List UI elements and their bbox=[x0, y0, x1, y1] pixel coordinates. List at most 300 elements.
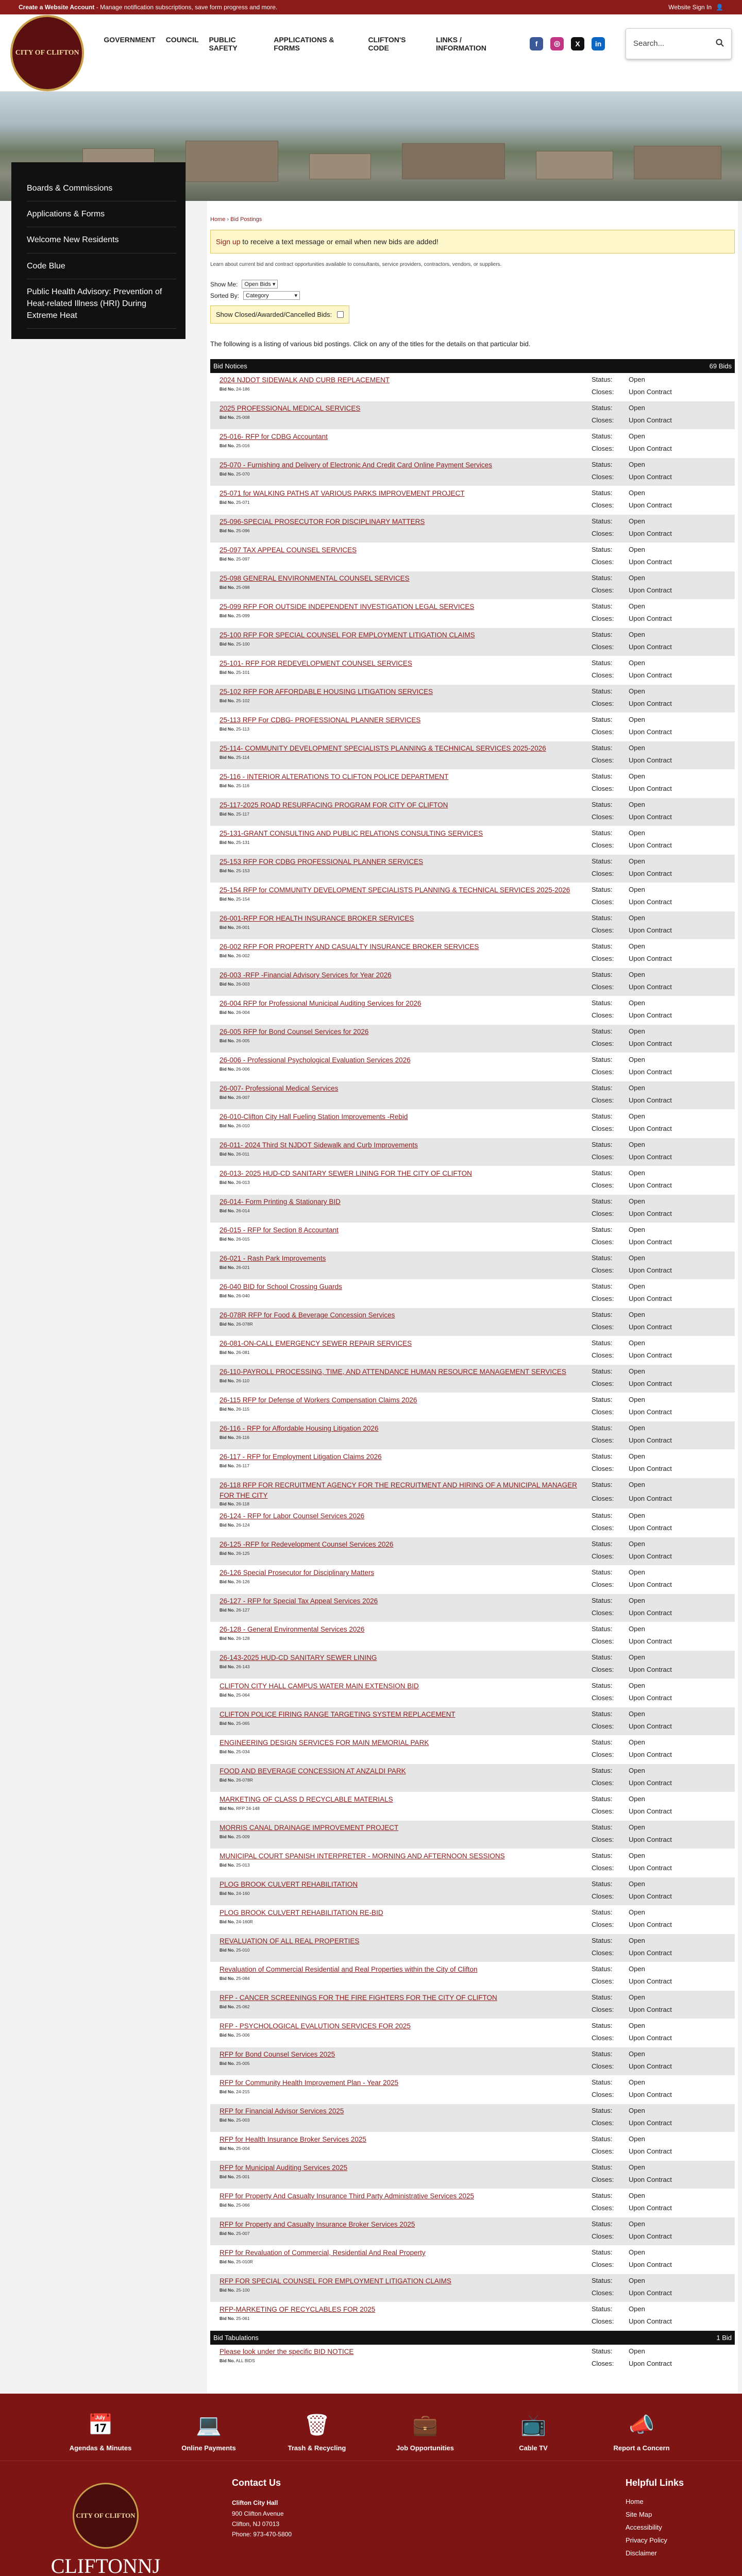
bid-title-link[interactable]: PLOG BROOK CULVERT REHABILITATION bbox=[220, 1880, 358, 1889]
bid-row bbox=[210, 1566, 735, 1594]
nav-item-public-safety[interactable]: PUBLIC SAFETY bbox=[209, 35, 238, 52]
bid-title-link[interactable]: 26-005 RFP for Bond Counsel Services for 2026 bbox=[220, 1028, 369, 1036]
signup-link[interactable]: Sign up bbox=[216, 238, 241, 246]
quick-link-trash-recycling[interactable] bbox=[263, 2413, 371, 2461]
closes-label: Closes: bbox=[592, 983, 614, 991]
footer-link-privacy-policy[interactable]: Privacy Policy bbox=[626, 2536, 667, 2545]
bid-title-link[interactable]: 25-071 for WALKING PATHS AT VARIOUS PARKS IMPROVEMENT PROJECT bbox=[220, 489, 465, 497]
bid-status bbox=[592, 743, 701, 767]
nav-item-links-information[interactable]: LINKS / INFORMATION bbox=[436, 35, 486, 52]
bid-number bbox=[220, 1579, 592, 1584]
show-closed-checkbox[interactable] bbox=[337, 311, 344, 318]
bid-title-link[interactable]: 26-081-ON-CALL EMERGENCY SEWER REPAIR SERVICES bbox=[220, 1340, 412, 1347]
bid-number-label: Bid No. bbox=[220, 1635, 235, 1641]
bid-row bbox=[210, 2345, 735, 2373]
bid-title-link[interactable]: 26-127 - RFP for Special Tax Appeal Services 2026 bbox=[220, 1597, 378, 1605]
bid-row bbox=[210, 911, 735, 940]
quick-link-cable-tv[interactable] bbox=[479, 2413, 587, 2461]
sidebar-item-welcome-new-residents[interactable]: Welcome New Residents bbox=[27, 227, 176, 253]
bid-number bbox=[220, 528, 592, 533]
bid-status bbox=[592, 1197, 701, 1221]
search-box[interactable] bbox=[626, 28, 732, 59]
bid-title-link[interactable]: MARKETING OF CLASS D RECYCLABLE MATERIALS bbox=[220, 1795, 393, 1804]
bid-title-link[interactable]: 26-014- Form Printing & Stationary BID bbox=[220, 1198, 341, 1206]
closes-label: Closes: bbox=[592, 1181, 614, 1189]
top-bar bbox=[0, 0, 742, 14]
bid-row bbox=[210, 770, 735, 798]
quick-link-label: Job Opportunities bbox=[396, 2444, 454, 2452]
nav-item-government[interactable]: GOVERNMENT bbox=[104, 35, 156, 44]
bid-number bbox=[220, 415, 592, 420]
quick-link-job-opportunities[interactable] bbox=[371, 2413, 479, 2461]
closes-value: Upon Contract bbox=[629, 1666, 672, 1674]
sorted-by-label: Sorted By: bbox=[210, 292, 240, 299]
bid-title-link[interactable]: 25-116 - INTERIOR ALTERATIONS TO CLIFTON POLICE DEPARTMENT bbox=[220, 773, 449, 781]
bid-number-value: 26-011 bbox=[236, 1151, 249, 1157]
bid-status bbox=[592, 1225, 701, 1249]
bid-info bbox=[213, 1395, 592, 1419]
bid-title-link[interactable]: 26-011- 2024 Third St NJDOT Sidewalk and Curb Improvements bbox=[220, 1141, 418, 1149]
bid-title-link[interactable]: 26-115 RFP for Defense of Workers Compensation Claims 2026 bbox=[220, 1396, 417, 1404]
contact-us bbox=[201, 2478, 626, 2576]
bid-title-link[interactable]: FOOD AND BEVERAGE CONCESSION AT ANZALDI PARK bbox=[220, 1767, 406, 1775]
bid-number-label: Bid No. bbox=[220, 1264, 235, 1270]
status-label: Status: bbox=[592, 1084, 613, 1092]
closes-value: Upon Contract bbox=[629, 841, 672, 849]
status-value: Open bbox=[629, 2078, 645, 2087]
bid-number-value: 26-118 bbox=[236, 1501, 249, 1507]
sidebar-item-public-health-advisory-prevent[interactable]: Public Health Advisory: Prevention of Heat-related Illness (HRI) During Extreme Heat bbox=[27, 279, 176, 329]
bid-info bbox=[213, 2106, 592, 2130]
bid-title-link[interactable]: 26-110-PAYROLL PROCESSING, TIME, AND ATTENDANCE HUMAN RESOURCE MANAGEMENT SERVICES bbox=[220, 1368, 566, 1376]
quick-link-label: Cable TV bbox=[519, 2444, 548, 2452]
bid-status bbox=[592, 1367, 701, 1391]
status-label: Status: bbox=[592, 2022, 613, 2030]
closes-label: Closes: bbox=[592, 388, 614, 396]
bid-title-link[interactable]: 25-154 RFP for COMMUNITY DEVELOPMENT SPECIALISTS PLANNING & TECHNICAL SERVICES 2025-2026 bbox=[220, 886, 570, 894]
bid-number-value: RFP 24-148 bbox=[236, 1805, 260, 1811]
sign-in-area[interactable] bbox=[668, 4, 723, 11]
closes-label: Closes: bbox=[592, 1637, 614, 1646]
footer-logo[interactable] bbox=[10, 2478, 201, 2576]
closes-label: Closes: bbox=[592, 1751, 614, 1759]
sorted-by-value: Category bbox=[246, 292, 269, 299]
closes-value: Upon Contract bbox=[629, 1581, 672, 1589]
bid-title-link[interactable]: 25-099 RFP FOR OUTSIDE INDEPENDENT INVESTIGATION LEGAL SERVICES bbox=[220, 603, 475, 611]
city-seal-logo[interactable] bbox=[10, 15, 84, 91]
bid-title-link[interactable]: 25-117-2025 ROAD RESURFACING PROGRAM FOR CITY OF CLIFTON bbox=[220, 801, 448, 809]
status-value: Open bbox=[629, 631, 645, 638]
bid-title-link[interactable]: RFP FOR SPECIAL COUNSEL FOR EMPLOYMENT LITIGATION CLAIMS bbox=[220, 2277, 451, 2285]
closes-value: Upon Contract bbox=[629, 2062, 672, 2071]
bid-status bbox=[592, 1794, 701, 1818]
closes-label: Closes: bbox=[592, 501, 614, 509]
bid-number-value: 24-215 bbox=[236, 2089, 250, 2094]
bid-status bbox=[592, 998, 701, 1022]
status-label: Status: bbox=[592, 971, 613, 978]
closes-label: Closes: bbox=[592, 586, 614, 594]
status-label: Status: bbox=[592, 1937, 613, 1945]
breadcrumb-current[interactable]: Bid Postings bbox=[230, 216, 262, 223]
bid-number-label: Bid No. bbox=[220, 1720, 235, 1726]
bid-title-link[interactable]: 26-021 - Rash Park Improvements bbox=[220, 1255, 326, 1262]
bid-number bbox=[220, 1038, 592, 1043]
search-input[interactable]: Search... bbox=[633, 39, 665, 48]
sidebar-item-applications-forms[interactable]: Applications & Forms bbox=[27, 201, 176, 227]
bid-number-label: Bid No. bbox=[220, 669, 235, 675]
bid-number-label: Bid No. bbox=[220, 2060, 235, 2066]
closes-value: Upon Contract bbox=[629, 2289, 672, 2297]
bid-number-label: Bid No. bbox=[220, 1208, 235, 1213]
logo-text: CITY OF CLIFTON bbox=[15, 48, 79, 57]
bid-title-link[interactable]: 25-097 TAX APPEAL COUNSEL SERVICES bbox=[220, 546, 357, 554]
bid-title-link[interactable]: 26-078R RFP for Food & Beverage Concession Services bbox=[220, 1311, 395, 1319]
bid-title-link[interactable]: RFP for Health Insurance Broker Services 2025 bbox=[220, 2136, 366, 2144]
bid-title-link[interactable]: 25-098 GENERAL ENVIRONMENTAL COUNSEL SERVICES bbox=[220, 574, 410, 582]
closes-label: Closes: bbox=[592, 898, 614, 906]
quick-link-label: Agendas & Minutes bbox=[69, 2444, 132, 2452]
helpful-links bbox=[626, 2478, 684, 2576]
status-value: Open bbox=[629, 2347, 645, 2355]
bid-title-link[interactable]: 26-010-Clifton City Hall Fueling Station Improvements -Rebid bbox=[220, 1113, 408, 1121]
closes-label: Closes: bbox=[592, 2034, 614, 2042]
bid-title-link[interactable]: 25-101- RFP FOR REDEVELOPMENT COUNSEL SERVICES bbox=[220, 659, 412, 667]
bid-title-link[interactable]: 26-003 -RFP -Financial Advisory Services for Year 2026 bbox=[220, 971, 392, 979]
quick-link-agendas-minutes[interactable] bbox=[46, 2413, 155, 2461]
closes-value: Upon Contract bbox=[629, 1807, 672, 1816]
bid-number-value: 26-128 bbox=[236, 1635, 250, 1641]
closes-label: Closes: bbox=[592, 1949, 614, 1957]
bid-number-value: 26-143 bbox=[236, 1664, 250, 1669]
status-label: Status: bbox=[592, 942, 613, 950]
closes-value: Upon Contract bbox=[629, 1465, 672, 1472]
bid-number-label: Bid No. bbox=[220, 471, 235, 477]
bid-number-value: 25-009 bbox=[236, 1834, 250, 1839]
bid-info bbox=[213, 2191, 592, 2215]
bid-title-link[interactable]: 26-001-RFP FOR HEALTH INSURANCE BROKER SERVICES bbox=[220, 914, 414, 922]
bid-status bbox=[592, 1027, 701, 1050]
bid-title-link[interactable]: REVALUATION OF ALL REAL PROPERTIES bbox=[220, 1937, 360, 1945]
bid-number-label: Bid No. bbox=[220, 1094, 235, 1100]
bid-row bbox=[210, 1622, 735, 1651]
bid-number-value: 25-007 bbox=[236, 2230, 250, 2236]
closes-value: Upon Contract bbox=[629, 2261, 672, 2269]
bid-title-link[interactable]: RFP for Community Health Improvement Plan - Year 2025 bbox=[220, 2079, 399, 2087]
bid-number bbox=[220, 1463, 592, 1468]
bid-info bbox=[213, 772, 592, 795]
status-value: Open bbox=[629, 886, 645, 893]
bid-title-link[interactable]: ENGINEERING DESIGN SERVICES FOR MAIN MEMORIAL PARK bbox=[220, 1739, 429, 1747]
closes-value: Upon Contract bbox=[629, 2360, 672, 2368]
bid-number-label: Bid No. bbox=[220, 811, 235, 817]
bid-title-link[interactable]: MUNICIPAL COURT SPANISH INTERPRETER - MORNING AND AFTERNOON SESSIONS bbox=[220, 1852, 505, 1860]
bid-title-link[interactable]: MORRIS CANAL DRAINAGE IMPROVEMENT PROJECT bbox=[220, 1824, 399, 1832]
nav-item-clifton-s-code[interactable]: CLIFTON'S CODE bbox=[368, 35, 406, 52]
status-label: Status: bbox=[592, 1197, 613, 1205]
bid-title-link[interactable]: RFP for Financial Advisor Services 2025 bbox=[220, 2107, 344, 2115]
create-account-description: - Manage notification subscriptions, save form progress and more. bbox=[94, 4, 278, 11]
bid-title-link[interactable]: Please look under the specific BID NOTICE bbox=[220, 2348, 354, 2356]
status-value: Open bbox=[629, 1169, 645, 1177]
bid-title-link[interactable]: 26-013- 2025 HUD-CD SANITARY SEWER LINING FOR THE CITY OF CLIFTON bbox=[220, 1170, 472, 1177]
closes-label: Closes: bbox=[592, 1040, 614, 1047]
bid-title-link[interactable]: 25-016- RFP for CDBG Accountant bbox=[220, 433, 328, 440]
bid-title-link[interactable]: RFP for Property And Casualty Insurance Third Party Administrative Services 2025 bbox=[220, 2192, 474, 2200]
bid-number-value: 26-015 bbox=[236, 1236, 250, 1242]
bid-title-link[interactable]: 26-124 - RFP for Labor Counsel Services 2026 bbox=[220, 1512, 365, 1520]
bid-title-link[interactable]: RFP - PSYCHOLOGICAL EVALUTION SERVICES FOR 2025 bbox=[220, 2022, 411, 2030]
bid-number bbox=[220, 1066, 592, 1072]
status-value: Open bbox=[629, 971, 645, 978]
bid-title-link[interactable]: RFP-MARKETING OF RECYCLABLES FOR 2025 bbox=[220, 2306, 376, 2314]
bid-title-link[interactable]: RFP for Bond Counsel Services 2025 bbox=[220, 2050, 335, 2059]
status-label: Status: bbox=[592, 1367, 613, 1375]
bid-title-link[interactable]: 26-006 - Professional Psychological Evaluation Services 2026 bbox=[220, 1056, 411, 1064]
bid-number bbox=[220, 1293, 592, 1298]
bid-number-label: Bid No. bbox=[220, 641, 235, 647]
bid-row bbox=[210, 2047, 735, 2076]
bid-number-value: 25-117 bbox=[236, 811, 249, 817]
bid-title-link[interactable]: 26-126 Special Prosecutor for Disciplinary Matters bbox=[220, 1569, 375, 1577]
closes-label: Closes: bbox=[592, 445, 614, 452]
bid-title-link[interactable]: CLIFTON CITY HALL CAMPUS WATER MAIN EXTENSION BID bbox=[220, 1682, 419, 1690]
show-me-select[interactable] bbox=[242, 280, 278, 289]
bid-title-link[interactable]: 26-004 RFP for Professional Municipal Auditing Services for 2026 bbox=[220, 999, 421, 1007]
bid-number-value: 25-154 bbox=[236, 896, 250, 902]
bid-status bbox=[592, 1112, 701, 1136]
bid-number-label: Bid No. bbox=[220, 1919, 235, 1924]
bid-title-link[interactable]: 26-002 RFP FOR PROPERTY AND CASUALTY INSURANCE BROKER SERVICES bbox=[220, 943, 479, 951]
bid-info bbox=[213, 1027, 592, 1050]
bid-number-value: 26-014 bbox=[236, 1208, 250, 1213]
sign-in-link[interactable]: Website Sign In bbox=[668, 4, 712, 11]
user-icon[interactable]: 👤 bbox=[716, 4, 723, 11]
bid-number bbox=[220, 783, 592, 788]
bid-status bbox=[592, 1253, 701, 1277]
closes-value: Upon Contract bbox=[629, 671, 672, 679]
bid-title-link[interactable]: RFP for Municipal Auditing Services 2025 bbox=[220, 2164, 348, 2172]
bid-number-label: Bid No. bbox=[220, 2089, 235, 2094]
footer-link-accessibility[interactable]: Accessibility bbox=[626, 2523, 662, 2532]
bid-number-value: 25-061 bbox=[236, 2315, 250, 2321]
bid-number-label: Bid No. bbox=[220, 1862, 235, 1868]
status-value: Open bbox=[629, 1568, 645, 1577]
bid-number-value: 26-007 bbox=[236, 1094, 250, 1100]
bid-title-link[interactable]: 25-114- COMMUNITY DEVELOPMENT SPECIALISTS PLANNING & TECHNICAL SERVICES 2025-2026 bbox=[220, 744, 546, 752]
bid-status bbox=[592, 1338, 701, 1362]
bid-number-value: 25-098 bbox=[236, 584, 250, 590]
closes-label: Closes: bbox=[592, 1694, 614, 1702]
footer-link-site-map[interactable]: Site Map bbox=[626, 2511, 652, 2519]
footer-link-disclaimer[interactable]: Disclaimer bbox=[626, 2549, 657, 2557]
x-icon[interactable]: X bbox=[571, 37, 584, 50]
bid-status bbox=[592, 1511, 701, 1535]
bid-title-link[interactable]: 25-113 RFP For CDBG- PROFESSIONAL PLANNER SERVICES bbox=[220, 716, 421, 724]
bid-title-link[interactable]: Revaluation of Commercial Residential and Real Properties within the City of Clifton bbox=[220, 1965, 478, 1974]
bid-title-link[interactable]: 25-070 - Furnishing and Delivery of Electronic And Credit Card Online Payment Services bbox=[220, 461, 492, 469]
footer-link-home[interactable]: Home bbox=[626, 2498, 644, 2506]
bid-title-link[interactable]: 2025 PROFESSIONAL MEDICAL SERVICES bbox=[220, 404, 361, 412]
bid-title-link[interactable]: 26-128 - General Environmental Services 2026 bbox=[220, 1625, 365, 1634]
facebook-icon[interactable]: f bbox=[530, 37, 543, 50]
bid-number bbox=[220, 585, 592, 590]
bid-info bbox=[213, 2219, 592, 2243]
site-header bbox=[0, 14, 742, 92]
quick-link-online-payments[interactable] bbox=[155, 2413, 263, 2461]
bid-number-label: Bid No. bbox=[220, 2004, 235, 2009]
bid-status bbox=[592, 1993, 701, 2016]
bid-number bbox=[220, 641, 592, 647]
create-account-link[interactable]: Create a Website Account bbox=[19, 4, 95, 11]
bid-info bbox=[213, 1653, 592, 1676]
closes-value: Upon Contract bbox=[629, 1153, 672, 1161]
closes-label: Closes: bbox=[592, 473, 614, 481]
bid-title-link[interactable]: RFP for Revaluation of Commercial, Residential And Real Property bbox=[220, 2249, 426, 2257]
bid-status bbox=[592, 602, 701, 625]
status-value: Open bbox=[629, 1367, 645, 1375]
bid-row bbox=[210, 1308, 735, 1336]
bid-status bbox=[592, 1964, 701, 1988]
bid-title-link[interactable]: 26-143-2025 HUD-CD SANITARY SEWER LINING bbox=[220, 1654, 377, 1662]
status-value: Open bbox=[629, 1141, 645, 1148]
bid-title-link[interactable]: 25-100 RFP FOR SPECIAL COUNSEL FOR EMPLOYMENT LITIGATION CLAIMS bbox=[220, 631, 475, 639]
search-icon[interactable] bbox=[716, 39, 724, 49]
status-label: Status: bbox=[592, 1540, 613, 1548]
bid-number-value: 25-102 bbox=[236, 698, 250, 703]
bid-number-value: 24-160 bbox=[236, 1890, 250, 1896]
closes-label: Closes: bbox=[592, 416, 614, 424]
closes-value: Upon Contract bbox=[629, 983, 672, 991]
closes-value: Upon Contract bbox=[629, 926, 672, 934]
bid-number-value: 26-078R bbox=[236, 1777, 253, 1783]
bid-title-link[interactable]: 26-118 RFP FOR RECRUITMENT AGENCY FOR THE RECRUITMENT AND HIRING OF A MUNICIPAL MANAGER FOR THE CITY bbox=[220, 1481, 577, 1499]
instagram-icon[interactable]: ◎ bbox=[550, 37, 564, 50]
bid-title-link[interactable]: 25-102 RFP FOR AFFORDABLE HOUSING LITIGATION SERVICES bbox=[220, 688, 433, 696]
bid-number bbox=[220, 698, 592, 703]
closes-value: Upon Contract bbox=[629, 416, 672, 424]
bid-status bbox=[592, 545, 701, 569]
show-closed-toggle[interactable] bbox=[210, 306, 349, 324]
closes-value: Upon Contract bbox=[629, 813, 672, 821]
bid-info bbox=[213, 488, 592, 512]
closes-value: Upon Contract bbox=[629, 1637, 672, 1646]
bid-title-link[interactable]: 26-015 - RFP for Section 8 Accountant bbox=[220, 1226, 339, 1234]
breadcrumb-separator: › bbox=[225, 216, 231, 223]
status-label: Status: bbox=[592, 1027, 613, 1035]
closes-label: Closes: bbox=[592, 955, 614, 962]
bid-number-value: 25-099 bbox=[236, 613, 250, 618]
bid-title-link[interactable]: 25-131-GRANT CONSULTING AND PUBLIC RELATIONS CONSULTING SERVICES bbox=[220, 829, 483, 837]
closes-label: Closes: bbox=[592, 1494, 614, 1502]
closes-value: Upon Contract bbox=[629, 1552, 672, 1561]
quick-link-report-a-concern[interactable] bbox=[587, 2413, 696, 2461]
closes-value: Upon Contract bbox=[629, 1040, 672, 1047]
status-value: Open bbox=[629, 942, 645, 950]
bid-info bbox=[213, 1055, 592, 1079]
bid-title-link[interactable]: RFP for Property and Casualty Insurance Broker Services 2025 bbox=[220, 2221, 415, 2229]
bid-number-label: Bid No. bbox=[220, 924, 235, 930]
closes-label: Closes: bbox=[592, 2204, 614, 2212]
bid-row bbox=[210, 1138, 735, 1166]
status-label: Status: bbox=[592, 1597, 613, 1605]
footer-seal bbox=[73, 2483, 139, 2549]
bid-title-link[interactable]: RFP - CANCER SCREENINGS FOR THE FIRE FIGHTERS FOR THE CITY OF CLIFTON bbox=[220, 1994, 497, 2002]
bid-number-label: Bid No. bbox=[220, 896, 235, 902]
closes-label: Closes: bbox=[592, 1380, 614, 1387]
status-value: Open bbox=[629, 489, 645, 497]
sorted-by-select[interactable] bbox=[243, 291, 300, 300]
main-navigation bbox=[104, 36, 510, 52]
closes-label: Closes: bbox=[592, 1465, 614, 1472]
closes-value: Upon Contract bbox=[629, 700, 672, 707]
bid-number-value: 25-006 bbox=[236, 2032, 250, 2038]
closes-label: Closes: bbox=[592, 1552, 614, 1561]
bid-title-link[interactable]: 25-096-SPECIAL PROSECUTOR FOR DISCIPLINARY MATTERS bbox=[220, 518, 425, 526]
nav-item-council[interactable]: COUNCIL bbox=[165, 35, 199, 44]
bid-number bbox=[220, 2316, 592, 2321]
bid-status bbox=[592, 1653, 701, 1676]
bid-row bbox=[210, 2189, 735, 2217]
bid-title-link[interactable]: PLOG BROOK CULVERT REHABILITATION RE-BID bbox=[220, 1909, 383, 1917]
bid-status bbox=[592, 2163, 701, 2187]
bid-number bbox=[220, 1806, 592, 1811]
status-label: Status: bbox=[592, 1112, 613, 1120]
status-value: Open bbox=[629, 829, 645, 837]
bid-status bbox=[592, 1395, 701, 1419]
bid-number-value: 25-034 bbox=[236, 1749, 250, 1754]
bid-title-link[interactable]: 26-040 BID for School Crossing Guards bbox=[220, 1283, 342, 1291]
monitor-icon: 📺 bbox=[520, 2414, 546, 2437]
bid-title-link[interactable]: 26-117 - RFP for Employment Litigation Claims 2026 bbox=[220, 1453, 382, 1461]
closes-value: Upon Contract bbox=[629, 1949, 672, 1957]
closes-value: Upon Contract bbox=[629, 586, 672, 594]
bid-status bbox=[592, 517, 701, 540]
breadcrumb-home[interactable]: Home bbox=[210, 216, 226, 223]
status-label: Status: bbox=[592, 1282, 613, 1290]
closes-label: Closes: bbox=[592, 1153, 614, 1161]
sidebar-item-boards-commissions[interactable]: Boards & Commissions bbox=[27, 176, 176, 201]
bid-title-link[interactable]: 25-153 RFP FOR CDBG PROFESSIONAL PLANNER SERVICES bbox=[220, 858, 424, 866]
status-label: Status: bbox=[592, 2192, 613, 2200]
status-value: Open bbox=[629, 1597, 645, 1605]
status-label: Status: bbox=[592, 744, 613, 752]
linkedin-icon[interactable]: in bbox=[592, 37, 605, 50]
bid-status bbox=[592, 573, 701, 597]
bid-title-link[interactable]: 26-007- Professional Medical Services bbox=[220, 1084, 339, 1092]
status-label: Status: bbox=[592, 376, 613, 383]
bid-number bbox=[220, 471, 592, 477]
bid-number-value: 26-117 bbox=[236, 1463, 249, 1468]
bid-title-link[interactable]: CLIFTON POLICE FIRING RANGE TARGETING SYSTEM REPLACEMENT bbox=[220, 1710, 456, 1719]
bid-info bbox=[213, 1568, 592, 1591]
bid-title-link[interactable]: 26-116 - RFP for Affordable Housing Litigation 2026 bbox=[220, 1425, 379, 1432]
status-label: Status: bbox=[592, 1481, 613, 1488]
bid-number bbox=[220, 2358, 592, 2363]
status-label: Status: bbox=[592, 1993, 613, 2002]
status-value: Open bbox=[629, 716, 645, 723]
sidebar-item-code-blue[interactable]: Code Blue bbox=[27, 253, 176, 279]
bid-row bbox=[210, 826, 735, 855]
bid-number-label: Bid No. bbox=[220, 1321, 235, 1327]
bid-filters bbox=[210, 280, 735, 340]
bid-title-link[interactable]: 2024 NJDOT SIDEWALK AND CURB REPLACEMENT bbox=[220, 376, 390, 384]
bid-info bbox=[213, 2021, 592, 2045]
status-value: Open bbox=[629, 2163, 645, 2172]
closes-label: Closes: bbox=[592, 1921, 614, 1929]
bid-title-link[interactable]: 26-125 -RFP for Redevelopment Counsel Services 2026 bbox=[220, 1540, 394, 1549]
nav-item-applications-forms[interactable]: APPLICATIONS & FORMS bbox=[274, 35, 334, 52]
bid-info bbox=[213, 1596, 592, 1620]
